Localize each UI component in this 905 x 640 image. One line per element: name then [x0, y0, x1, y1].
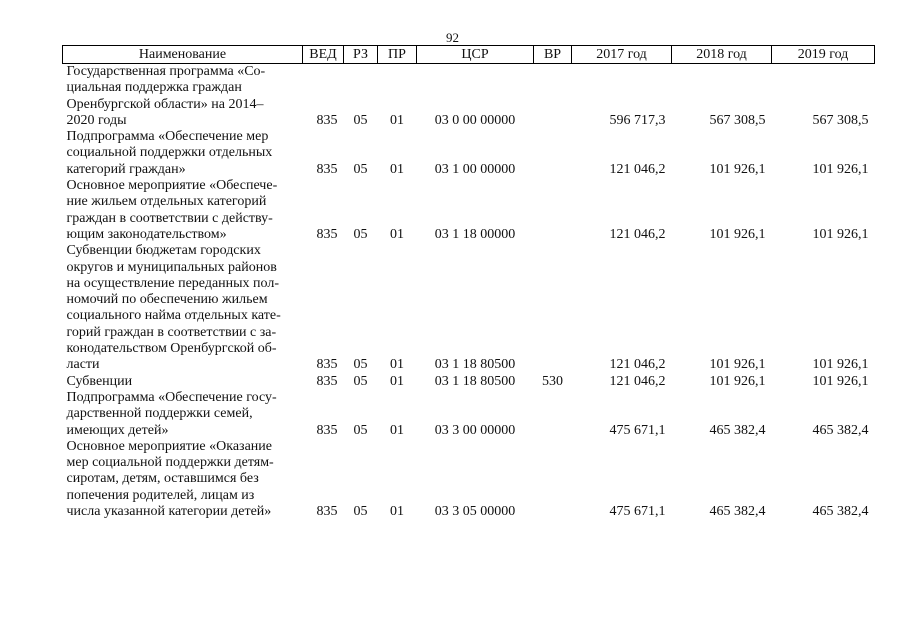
header-ved: ВЕД	[303, 46, 344, 64]
row-rz: 05	[353, 112, 368, 128]
row-pr: 01	[390, 357, 404, 373]
row-2017: 121 046,2	[609, 226, 666, 242]
row-csr: 03 3 00 00000	[434, 422, 516, 438]
row-2019: 465 382,4	[812, 504, 869, 520]
row-2018: 465 382,4	[709, 422, 766, 438]
row-vr	[534, 64, 572, 130]
row-2019: 101 926,1	[812, 357, 869, 373]
budget-table	[62, 45, 875, 520]
row-rz: 05	[353, 373, 368, 389]
row-ved: 835	[316, 161, 338, 177]
row-vr	[534, 243, 572, 373]
row-rz: 05	[353, 226, 368, 242]
row-2017: 475 671,1	[609, 422, 666, 438]
row-vr	[534, 439, 572, 520]
row-rz: 05	[353, 357, 368, 373]
row-name: Субвенции	[66, 373, 133, 389]
row-2017: 121 046,2	[609, 357, 666, 373]
header-csr: ЦСР	[417, 46, 534, 64]
row-csr: 03 1 18 00000	[434, 226, 516, 242]
row-2018: 465 382,4	[709, 504, 766, 520]
row-name: Основное мероприятие «Обеспече- ние жильем отдельных категорий граждан в соответствии с действу- ющим законодательством»	[66, 178, 278, 242]
table-row	[63, 390, 875, 439]
row-csr: 03 1 18 80500	[434, 373, 516, 389]
header-pr: ПР	[378, 46, 417, 64]
header-name: Наименование	[63, 46, 303, 64]
row-csr: 03 1 00 00000	[434, 161, 516, 177]
row-name: Подпрограмма «Обеспечение мер социальной поддержки отдельных категорий граждан»	[66, 129, 273, 177]
row-2019: 101 926,1	[812, 226, 869, 242]
row-2019: 465 382,4	[812, 422, 869, 438]
row-name: Основное мероприятие «Оказание мер социальной поддержки детям- сиротам, детям, оставшимся без попечения родителей, лицам из числа указанной категории детей»	[66, 438, 274, 520]
row-csr: 03 0 00 00000	[434, 112, 516, 128]
row-name: Подпрограмма «Обеспечение госу- дарственной поддержки семей, имеющих детей»	[66, 389, 277, 438]
row-name: Государственная программа «Со- циальная поддержка граждан Оренбургской области» на 2014– 2020 годы	[66, 64, 266, 128]
row-2019: 101 926,1	[812, 161, 869, 177]
header-rz: РЗ	[344, 46, 378, 64]
row-vr	[534, 178, 572, 243]
row-ved: 835	[316, 226, 338, 242]
table-row	[63, 64, 875, 130]
row-2017: 596 717,3	[609, 112, 666, 128]
row-rz: 05	[353, 161, 368, 177]
row-ved: 835	[316, 357, 338, 373]
row-ved: 835	[316, 112, 338, 128]
header-2017: 2017 год	[572, 46, 672, 64]
page-number: 92	[446, 30, 459, 45]
table-row	[63, 243, 875, 373]
row-pr: 01	[390, 504, 404, 520]
row-pr: 01	[390, 226, 404, 242]
row-2018: 101 926,1	[709, 373, 766, 389]
row-2019: 101 926,1	[812, 373, 869, 389]
row-vr: 530	[542, 373, 563, 389]
row-pr: 01	[390, 112, 404, 128]
row-2018: 101 926,1	[709, 226, 766, 242]
header-vr: ВР	[534, 46, 572, 64]
table-row	[63, 178, 875, 243]
row-2018: 101 926,1	[709, 161, 766, 177]
row-ved: 835	[316, 422, 338, 438]
row-2019: 567 308,5	[812, 112, 869, 128]
row-csr: 03 3 05 00000	[434, 504, 516, 520]
row-2017: 121 046,2	[609, 373, 666, 389]
row-rz: 05	[353, 504, 368, 520]
row-pr: 01	[390, 161, 404, 177]
table-row	[63, 374, 875, 390]
table-row	[63, 439, 875, 520]
row-vr	[534, 390, 572, 439]
table-row	[63, 129, 875, 178]
row-csr: 03 1 18 80500	[434, 357, 516, 373]
row-pr: 01	[390, 422, 404, 438]
row-ved: 835	[316, 504, 338, 520]
row-rz: 05	[353, 422, 368, 438]
row-vr	[534, 129, 572, 178]
row-2018: 101 926,1	[709, 357, 766, 373]
table-header-row	[63, 46, 875, 64]
row-2018: 567 308,5	[709, 112, 766, 128]
row-pr: 01	[390, 373, 404, 389]
row-2017: 121 046,2	[609, 161, 666, 177]
row-2017: 475 671,1	[609, 504, 666, 520]
header-2018: 2018 год	[672, 46, 772, 64]
header-2019: 2019 год	[772, 46, 875, 64]
row-ved: 835	[316, 373, 338, 389]
row-name: Субвенции бюджетам городских округов и муниципальных районов на осуществление переданных пол- номочий по обеспечению жильем социального найма отдельных кате- горий граждан в соответствии с за- конодательством Оренбургской об- ласти	[66, 243, 281, 373]
